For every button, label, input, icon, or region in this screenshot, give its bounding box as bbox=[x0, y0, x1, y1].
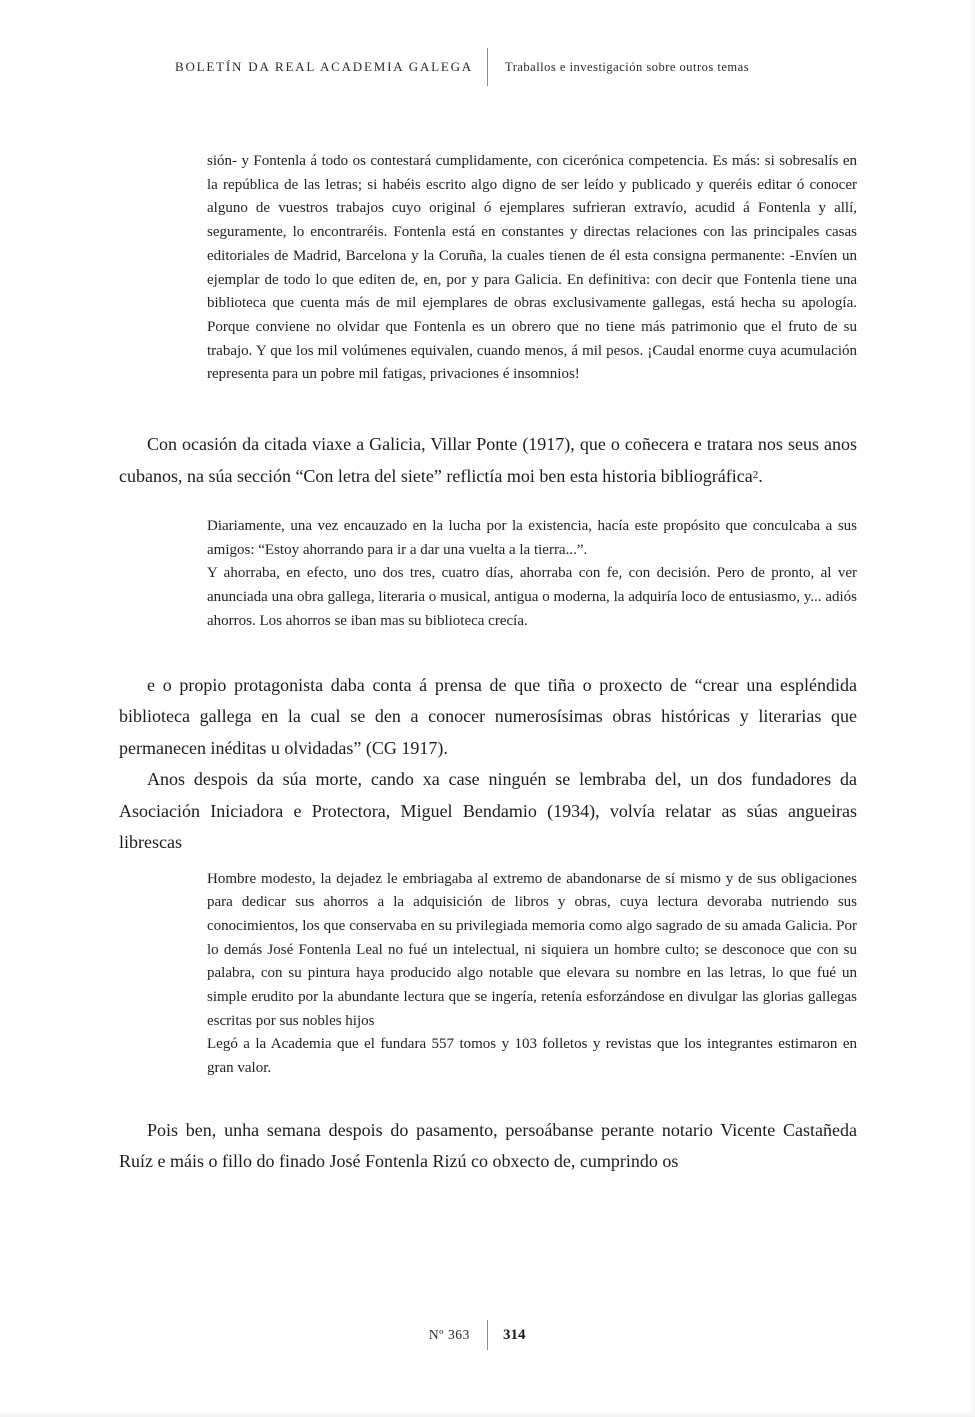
quote-paragraph: Legó a la Academia que el fundara 557 tomos y 103 folletos y revistas que los integrantes estimaron en gran valor. bbox=[207, 1036, 857, 1077]
quote-paragraph: Diariamente, una vez encauzado en la lucha por la existencia, hacía este propósito que conculcaba a sus amigos: “Estoy ahorrando para ir a dar una vuelta a la tierra...”. bbox=[207, 518, 857, 558]
quote-paragraph: Y ahorraba, en efecto, uno dos tres, cuatro días, ahorraba con fe, con decisión. Pero de pronto, al ver anunciada una obra gallega, literaria o musical, antigua o moderna, la adquiría loco de entusiasmo, y... adiós ahorros. Los ahorros se iban mas su biblioteca crecía. bbox=[207, 565, 857, 629]
journal-title: BOLETÍN DA REAL ACADEMIA GALEGA bbox=[175, 59, 473, 74]
issue-number: Nº 363 bbox=[428, 1327, 470, 1342]
section-title: Traballos e investigación sobre outros temas bbox=[505, 59, 750, 74]
page-body bbox=[119, 150, 857, 1178]
body-paragraph-bendamio: Anos despois da súa morte, cando xa case ninguén se lembraba del, un dos fundadores da Asociación Iniciadora e Protectora, Miguel Bendamio (1934), volvía relatar as súas angueiras librescas bbox=[119, 769, 857, 853]
footnote-reference-2: 2 bbox=[752, 468, 759, 481]
body-paragraph-villar-ponte bbox=[119, 429, 857, 492]
page-header bbox=[0, 48, 975, 86]
page-number: 314 bbox=[503, 1326, 526, 1343]
blockquote-hombre-modesto bbox=[207, 868, 857, 1081]
quote-paragraph: Hombre modesto, la dejadez le embriagaba al extremo de abandonarse de sí mismo y de sus obligaciones para dedicar sus ahorros a la adquisición de libros y obras, cuya lectura devoraba nutriendo sus conocimientos, los que conservaba en su privilegiada memoria como algo sagrado de su amada Galicia. Por lo demás José Fontenla Leal no fué un intelectual, ni siquiera un hombre culto; se desconoce que con su palabra, con su pintura haya producido algo notable que elevara su nombre en las letras, lo que fué un simple erudito por la abundante lectura que se ingería, retenía esforzándose en divulgar las glorias gallegas escritas por sus nobles hijos bbox=[207, 870, 857, 1029]
paragraph-text: . bbox=[758, 465, 763, 486]
body-paragraph-notario: Pois ben, unha semana despois do pasamento, persoábanse perante notario Vicente Castañeda Ruíz e máis o fillo do finado José Fontenla Rizú co obxecto de, cumprindo os bbox=[119, 1119, 857, 1172]
quote-paragraph: sión- y Fontenla á todo os contestará cumplidamente, con cicerónica competencia. Es más: si sobresalís en la república de las letras; si habéis escrito algo digno de ser leído y publicado y queréis editar ó conocer alguno de vuestros trabajos cuyo original ó ejemplares sufrieran extravío, acudid á Fontenla y allí, seguramente, lo encontraréis. Fontenla está en constantes y directas relaciones con las principales casas editoriales de Madrid, Barcelona y la Coruña, la cuales tienen de él esta consigna permanente: -Envíen un ejemplar de todo lo que editen de, en, por y para Galicia. En definitiva: con decir que Fontenla tiene una biblioteca que cuenta más de mil ejemplares de obras exclusivamente gallegas, está hecha su apología. Porque conviene no olvidar que Fontenla es un obrero que no tiene más patrimonio que el fruto de su trabajo. Y que los mil volúmenes equivalen, cuando menos, á mil pesos. ¡Caudal enorme cuya acumulación representa para un pobre mil fatigas, privaciones é insomnios! bbox=[207, 153, 857, 383]
blockquote-diariamente bbox=[207, 515, 857, 634]
page-footer bbox=[0, 1320, 975, 1350]
paragraph-text: Con ocasión da citada viaxe a Galicia, Villar Ponte (1917), que o coñecera e tratara nos seus anos cubanos, na súa sección “Con letra del siete” reflictía moi ben esta historia bibliográfica bbox=[119, 434, 857, 486]
body-paragraph-proxecto: e o propio protagonista daba conta á prensa de que tiña o proxecto de “crear una espléndida biblioteca gallega en la cual se den a conocer numerosísimas obras históricas y literarias que permanecen inéditas u olvidadas” (CG 1917). bbox=[119, 674, 857, 758]
blockquote-fontenla-biblioteca bbox=[207, 150, 857, 387]
